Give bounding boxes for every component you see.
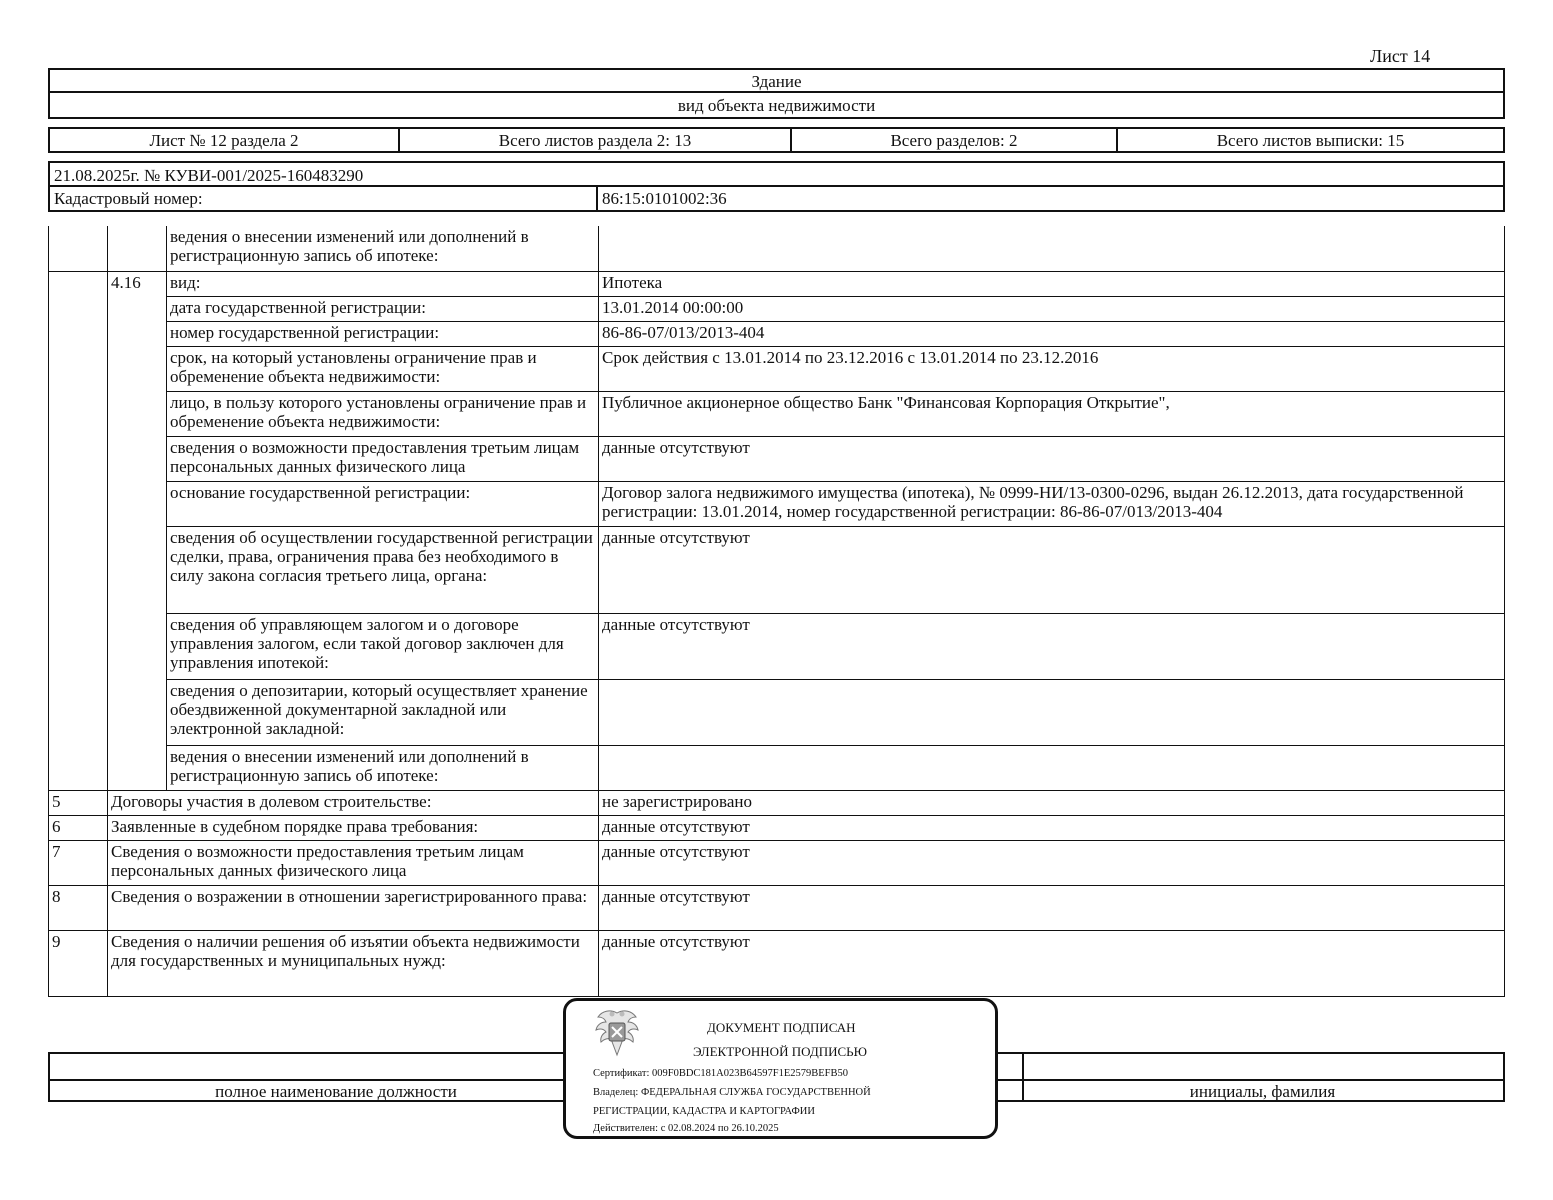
table-row — [49, 613, 1505, 679]
table-row — [49, 679, 1505, 745]
total-extract-sheets: Всего листов выписки: 15 — [1216, 131, 1405, 150]
row-value: Ипотека — [599, 271, 1505, 296]
table-row — [49, 226, 1505, 271]
table-row — [49, 271, 1505, 296]
table-row — [49, 481, 1505, 526]
row-number: 7 — [49, 840, 108, 885]
cadastral-label: Кадастровый номер: — [50, 187, 598, 210]
table-row — [49, 436, 1505, 481]
row-label: Договоры участия в долевом строительстве: — [108, 790, 599, 815]
stamp-title-2: ЭЛЕКТРОННОЙ ПОДПИСЬЮ — [693, 1044, 867, 1059]
row-value — [599, 226, 1505, 271]
row-value: данные отсутствуют — [599, 815, 1505, 840]
table-row — [49, 296, 1505, 321]
row-label: сведения об управляющем залогом и о договоре управления залогом, если такой договор заключен для управления ипотекой: — [167, 613, 599, 679]
row-value: данные отсутствуют — [599, 930, 1505, 996]
table-cell — [49, 271, 108, 790]
document-reference-block — [48, 161, 1505, 212]
row-value: Договор залога недвижимого имущества (ипотека), № 0999-НИ/13-0300-0296, выдан 26.12.2013, дата государственной регистрации: 13.01.2014, номер государственной регистрации: 86-86-07/013/2013-404 — [599, 481, 1505, 526]
table-row — [49, 790, 1505, 815]
table-row — [49, 526, 1505, 613]
total-sections: Всего разделов: 2 — [792, 129, 1118, 151]
object-type-label: вид объекта недвижимости — [677, 96, 876, 115]
row-label: сведения о возможности предоставления третьим лицам персональных данных физического лица — [167, 436, 599, 481]
sheet-of-section: Лист № 12 раздела 2 — [50, 129, 400, 151]
row-value: 13.01.2014 00:00:00 — [599, 296, 1505, 321]
row-value: данные отсутствуют — [599, 885, 1505, 930]
row-label: сведения об осуществлении государственной регистрации сделки, права, ограничения права без необходимого в силу закона согласия третьего лица, органа: — [167, 526, 599, 613]
row-label: Сведения о наличии решения об изъятии объекта недвижимости для государственных и муниципальных нужд: — [108, 930, 599, 996]
row-number: 6 — [49, 815, 108, 840]
encumbrance-table — [48, 226, 1505, 997]
row-number: 9 — [49, 930, 108, 996]
stamp-owner-1: Владелец: ФЕДЕРАЛЬНАЯ СЛУЖБА ГОСУДАРСТВЕННОЙ — [593, 1087, 871, 1098]
stamp-title-1: ДОКУМЕНТ ПОДПИСАН — [707, 1020, 856, 1035]
table-row — [49, 930, 1505, 996]
row-value: не зарегистрировано — [599, 790, 1505, 815]
row-value — [599, 745, 1505, 790]
table-row — [49, 321, 1505, 346]
row-number: 4.16 — [108, 271, 167, 790]
document-reference: 21.08.2025г. № КУВИ-001/2025-160483290 — [50, 163, 1503, 187]
row-label: вид: — [167, 271, 599, 296]
row-value — [599, 679, 1505, 745]
row-value: данные отсутствуют — [599, 840, 1505, 885]
position-label: полное наименование должности — [215, 1082, 457, 1101]
object-name: Здание — [50, 70, 1503, 93]
sheet-number: Лист 14 — [1370, 46, 1431, 66]
row-label: ведения о внесении изменений или дополнений в регистрационную запись об ипотеке: — [167, 226, 599, 271]
stamp-certificate: Сертификат: 009F0BDC181A023B64597F1E2579BEFB50 — [593, 1068, 849, 1079]
row-value: данные отсутствуют — [599, 613, 1505, 679]
row-label: ведения о внесении изменений или дополнений в регистрационную запись об ипотеке: — [167, 745, 599, 790]
row-value: данные отсутствуют — [599, 526, 1505, 613]
row-value: данные отсутствуют — [599, 436, 1505, 481]
cadastral-row — [50, 187, 1503, 210]
stamp-validity: Действителен: с 02.08.2024 по 26.10.2025 — [593, 1123, 779, 1134]
cadastral-value: 86:15:0101002:36 — [602, 189, 727, 208]
table-row — [49, 745, 1505, 790]
row-value: Публичное акционерное общество Банк "Финансовая Корпорация Открытие", — [599, 391, 1505, 436]
stamp-owner-2: РЕГИСТРАЦИИ, КАДАСТРА И КАРТОГРАФИИ — [593, 1106, 815, 1117]
table-row — [49, 391, 1505, 436]
object-header — [48, 68, 1505, 119]
table-row — [49, 885, 1505, 930]
table-row — [49, 815, 1505, 840]
row-label: Сведения о возражении в отношении зарегистрированного права: — [108, 885, 599, 930]
row-number: 5 — [49, 790, 108, 815]
table-cell — [49, 226, 108, 271]
row-label: основание государственной регистрации: — [167, 481, 599, 526]
electronic-signature-stamp — [563, 998, 998, 1139]
row-label: дата государственной регистрации: — [167, 296, 599, 321]
total-section-sheets: Всего листов раздела 2: 13 — [400, 129, 792, 151]
row-value: Срок действия с 13.01.2014 по 23.12.2016 с 13.01.2014 по 23.12.2016 — [599, 346, 1505, 391]
name-label: инициалы, фамилия — [1189, 1082, 1336, 1101]
row-label: номер государственной регистрации: — [167, 321, 599, 346]
table-row — [49, 840, 1505, 885]
row-label: сведения о депозитарии, который осуществляет хранение обездвиженной документарной закладной или электронной закладной: — [167, 679, 599, 745]
table-row — [49, 346, 1505, 391]
row-label: лицо, в пользу которого установлены ограничение прав и обременение объекта недвижимости: — [167, 391, 599, 436]
row-number: 8 — [49, 885, 108, 930]
row-label: срок, на который установлены ограничение прав и обременение объекта недвижимости: — [167, 346, 599, 391]
coat-of-arms-icon — [592, 1007, 642, 1059]
table-cell — [108, 226, 167, 271]
row-label: Сведения о возможности предоставления третьим лицам персональных данных физического лица — [108, 840, 599, 885]
row-label: Заявленные в судебном порядке права требования: — [108, 815, 599, 840]
row-value: 86-86-07/013/2013-404 — [599, 321, 1505, 346]
sheet-info-bar — [48, 127, 1505, 153]
